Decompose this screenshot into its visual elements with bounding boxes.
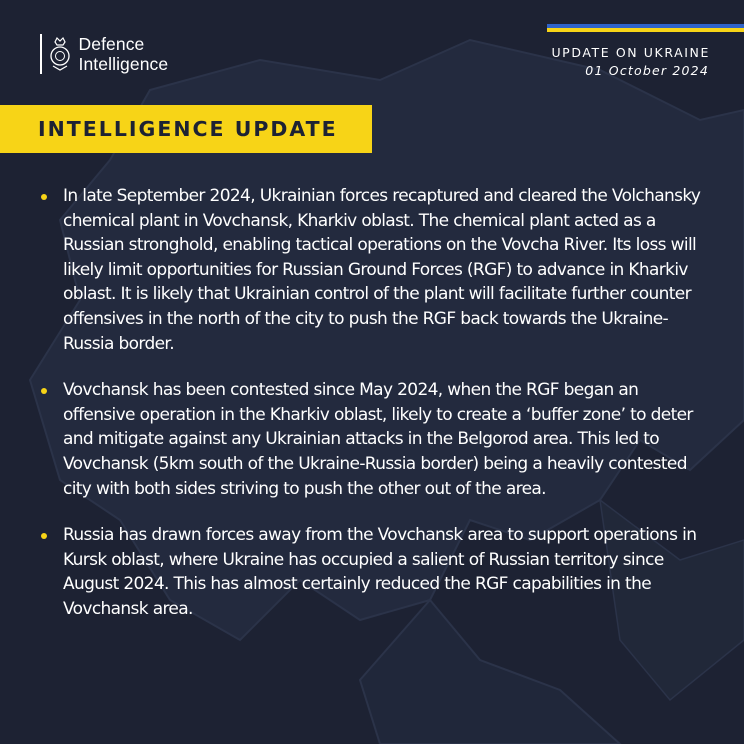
bullet-dot-icon: [41, 533, 47, 539]
bullet-list: [38, 184, 714, 644]
bullet-dot-icon: [41, 194, 47, 200]
banner-label: INTELLIGENCE UPDATE: [38, 117, 338, 141]
bullet-text: Vovchansk has been contested since May 2024, when the RGF began an offensive operation in the Kharkiv oblast, likely to create a ‘buffer zone’ to deter and mitigate against any Ukrainian attacks in the Belgorod area. This led to Vovchansk (5km south of the Ukraine-Russia border) being a heavily contested city with both sides striving to push the other out of the area.: [63, 380, 693, 499]
bullet-text: Russia has drawn forces away from the Vovchansk area to support operations in Kursk oblast, where Ukraine has occupied a salient of Russian territory since August 2024. This has almost certainly reduced the RGF capabilities in the Vovchansk area.: [63, 525, 697, 619]
logo-line-1: Defence: [78, 34, 145, 54]
royal-crest-icon: [47, 36, 73, 72]
update-date: 01 October 2024: [585, 63, 709, 78]
logo-line-2: Intelligence: [78, 54, 169, 74]
defence-intelligence-logo: [40, 34, 168, 74]
bullet-item: [38, 523, 714, 621]
logo-divider: [40, 34, 42, 74]
bullet-item: [38, 378, 714, 501]
bullet-dot-icon: [41, 388, 47, 394]
intelligence-update-banner: [0, 105, 372, 153]
ukraine-flag-stripe: [547, 24, 744, 32]
flag-yellow-band: [547, 28, 744, 32]
bullet-text: In late September 2024, Ukrainian forces recaptured and cleared the Volchansky chemical plant in Vovchansk, Kharkiv oblast. The chemical plant acted as a Russian stronghold, enabling tactical operations on the Vovcha River. Its loss will likely limit opportunities for Russian Ground Forces (RGF) to advance in Kharkiv oblast. It is likely that Ukrainian control of the plant will facilitate further counter offensives in the north of the city to push the RGF back towards the Ukraine-Russia border.: [63, 186, 701, 354]
update-title: UPDATE ON UKRAINE: [551, 45, 710, 60]
bullet-item: [38, 184, 714, 356]
